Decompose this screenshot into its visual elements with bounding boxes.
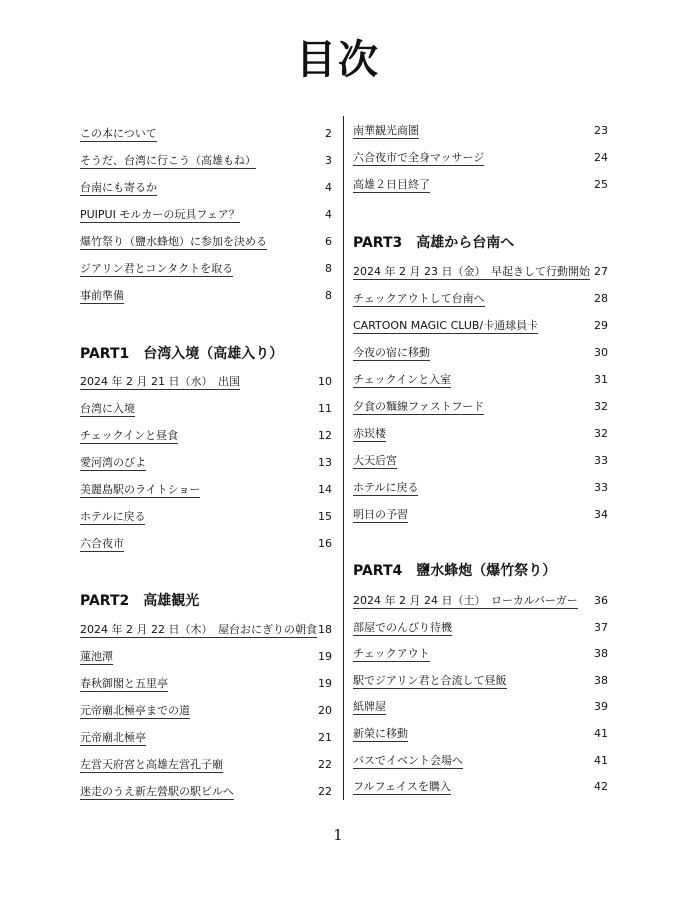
toc-entry-page-number: 2 xyxy=(325,127,332,140)
toc-entry-page-number: 37 xyxy=(594,620,608,634)
toc-entry-page-number: 22 xyxy=(318,758,332,771)
toc-entry-page-number: 32 xyxy=(594,427,608,440)
toc-entry-page-number: 6 xyxy=(325,235,332,248)
toc-entry[interactable] xyxy=(80,677,332,693)
toc-entry[interactable] xyxy=(80,235,332,251)
toc-entry-title-link[interactable]: 高雄２日目終了 xyxy=(353,178,430,191)
toc-entry-title-link[interactable]: 新榮に移動 xyxy=(353,727,408,740)
toc-entry[interactable] xyxy=(80,510,332,526)
toc-entry[interactable] xyxy=(353,594,608,610)
toc-entry-title-link[interactable]: 六合夜市で全身マッサージ xyxy=(353,151,485,164)
toc-entry[interactable] xyxy=(80,154,332,170)
toc-entry[interactable] xyxy=(353,508,608,524)
toc-entry-title-link[interactable]: チェックアウトして台南へ xyxy=(353,292,485,305)
toc-entry[interactable] xyxy=(353,754,608,770)
toc-entry-page-number: 19 xyxy=(318,650,332,663)
toc-entry-page-number: 25 xyxy=(594,178,608,191)
toc-entry[interactable] xyxy=(80,758,332,774)
toc-entry-title-link[interactable]: 迷走のうえ新左營駅の駅ビルへ xyxy=(80,785,234,798)
toc-entry-title-link[interactable]: バスでイベント会場へ xyxy=(353,753,463,767)
toc-entry-page-number: 4 xyxy=(325,208,332,221)
toc-entry-page-number: 30 xyxy=(594,346,608,359)
toc-entry-page-number: 14 xyxy=(318,483,332,496)
toc-entry-page-number: 28 xyxy=(594,292,608,305)
toc-entry-page-number: 38 xyxy=(594,647,608,661)
toc-entry[interactable] xyxy=(353,481,608,497)
toc-entry-title-link[interactable]: 爆竹祭り（鹽水蜂炮）に参加を決める xyxy=(80,235,267,248)
toc-entry-title-link[interactable]: この本について xyxy=(80,127,157,140)
toc-entry[interactable] xyxy=(80,402,332,418)
toc-entry[interactable] xyxy=(80,429,332,445)
toc-entry-title-link[interactable]: 愛河湾のびよ xyxy=(80,456,146,469)
toc-entry-title-link[interactable]: 大天后宮 xyxy=(353,454,397,467)
toc-entry-page-number: 16 xyxy=(318,537,332,550)
toc-entry[interactable] xyxy=(353,319,608,335)
toc-entry-title-link[interactable]: 事前準備 xyxy=(80,289,124,302)
toc-entry-title-link[interactable]: 春秋御閣と五里亭 xyxy=(80,677,168,690)
toc-entry[interactable] xyxy=(80,483,332,499)
toc-entry[interactable] xyxy=(353,427,608,443)
toc-entry-page-number: 42 xyxy=(594,780,608,794)
toc-entry[interactable] xyxy=(353,621,608,637)
column-divider xyxy=(343,116,344,800)
toc-entry[interactable] xyxy=(353,780,608,796)
toc-entry[interactable] xyxy=(353,124,608,140)
toc-entry[interactable] xyxy=(80,537,332,553)
toc-entry-page-number: 10 xyxy=(318,375,332,388)
toc-entry-page-number: 22 xyxy=(318,785,332,798)
toc-entry-title-link[interactable]: ジアリン君とコンタクトを取る xyxy=(80,262,234,275)
toc-entry[interactable] xyxy=(353,700,608,716)
toc-entry-title-link[interactable]: 部屋でのんびり待機 xyxy=(353,620,452,634)
page-title: 目次 xyxy=(296,37,380,83)
toc-entry-page-number: 32 xyxy=(594,400,608,413)
toc-entry-title-link[interactable]: 2024 年 2 月 22 日（木） 屋台おにぎりの朝食 xyxy=(80,623,317,636)
toc-entry-title-link[interactable]: ホテルに戻る xyxy=(80,510,146,523)
toc-entry[interactable] xyxy=(80,181,332,197)
toc-entry[interactable] xyxy=(80,127,332,143)
part2-heading: PART2 高雄観光 xyxy=(80,593,200,609)
toc-entry-page-number: 13 xyxy=(318,456,332,469)
toc-entry[interactable] xyxy=(80,785,332,801)
toc-entry-title-link[interactable]: 2024 年 2 月 24 日（土） ローカルバーガー xyxy=(353,594,578,607)
toc-entry[interactable] xyxy=(80,456,332,472)
toc-entry-title-link[interactable]: 紙牌屋 xyxy=(353,700,386,714)
toc-entry-page-number: 31 xyxy=(594,373,608,386)
toc-entry[interactable] xyxy=(353,727,608,743)
toc-entry-title-link[interactable]: フルフェイスを購入 xyxy=(353,780,451,794)
toc-entry-title-link[interactable]: 六合夜市 xyxy=(80,537,124,550)
toc-entry[interactable] xyxy=(80,289,332,305)
toc-entry-title-link[interactable]: 左営天府宮と高雄左営孔子廟 xyxy=(80,758,223,771)
toc-entry-title-link[interactable]: 夕食の麵線ファストフード xyxy=(353,400,485,413)
toc-entry-title-link[interactable]: 赤崁楼 xyxy=(353,427,386,440)
toc-entry-page-number: 8 xyxy=(325,289,332,302)
toc-entry[interactable] xyxy=(353,178,608,194)
toc-entry-title-link[interactable]: 美麗島駅のライトショー xyxy=(80,483,201,496)
page-number: 1 xyxy=(333,826,343,844)
toc-entry[interactable] xyxy=(353,647,608,663)
toc-entry-title-link[interactable]: PUIPUI モルカーの玩具フェア？ xyxy=(80,208,240,221)
toc-entry[interactable] xyxy=(80,650,332,666)
toc-entry-title-link[interactable]: 明日の予習 xyxy=(353,508,408,521)
toc-entry-title-link[interactable]: 元帝廟北極亭までの道 xyxy=(80,704,190,717)
toc-entry-page-number: 12 xyxy=(318,429,332,442)
toc-entry[interactable] xyxy=(353,265,608,281)
toc-entry-page-number: 34 xyxy=(594,508,608,521)
toc-entry-title-link[interactable]: チェックアウト xyxy=(353,647,430,661)
toc-entry[interactable] xyxy=(80,262,332,278)
toc-entry-title-link[interactable]: 駅でジアリン君と合流して昼飯 xyxy=(353,673,507,687)
toc-entry[interactable] xyxy=(353,373,608,389)
toc-entry[interactable] xyxy=(353,151,608,167)
toc-entry-page-number: 8 xyxy=(325,262,332,275)
toc-entry-page-number: 41 xyxy=(594,753,608,767)
toc-entry-page-number: 24 xyxy=(594,151,608,164)
toc-entry-page-number: 39 xyxy=(594,700,608,714)
toc-entry-title-link[interactable]: チェックインと昼食 xyxy=(80,429,179,442)
toc-entry-title-link[interactable]: チェックインと入室 xyxy=(353,373,452,386)
toc-entry-title-link[interactable]: 2024 年 2 月 21 日（水） 出国 xyxy=(80,375,240,388)
toc-entry[interactable] xyxy=(353,454,608,470)
part4-heading: PART4 鹽水蜂炮（爆竹祭り） xyxy=(353,563,557,579)
toc-entry-title-link[interactable]: 南華観光商圏 xyxy=(353,124,419,137)
toc-entry-page-number: 23 xyxy=(594,124,608,137)
toc-entry-page-number: 36 xyxy=(594,594,608,607)
toc-entry[interactable] xyxy=(353,400,608,416)
toc-entry-title-link[interactable]: 今夜の宿に移動 xyxy=(353,346,430,359)
toc-entry-page-number: 38 xyxy=(594,673,608,687)
toc-entry[interactable] xyxy=(80,704,332,720)
toc-entry[interactable] xyxy=(353,346,608,362)
toc-entry-page-number: 29 xyxy=(594,319,608,332)
toc-entry-page-number: 21 xyxy=(318,731,332,744)
part3-heading: PART3 高雄から台南へ xyxy=(353,235,515,251)
toc-entry-title-link[interactable]: 2024 年 2 月 23 日（金） 早起きして行動開始 xyxy=(353,265,590,278)
toc-entry[interactable] xyxy=(353,674,608,690)
toc-entry[interactable] xyxy=(353,292,608,308)
toc-entry-page-number: 19 xyxy=(318,677,332,690)
toc-entry-title-link[interactable]: 台湾に入境 xyxy=(80,402,135,415)
part1-heading: PART1 台湾入境（高雄入り） xyxy=(80,346,284,362)
toc-entry-page-number: 33 xyxy=(594,454,608,467)
toc-entry[interactable] xyxy=(80,208,332,224)
toc-entry-page-number: 4 xyxy=(325,181,332,194)
toc-entry[interactable] xyxy=(80,731,332,747)
toc-entry-title-link[interactable]: 蓮池潭 xyxy=(80,650,113,663)
toc-entry-page-number: 11 xyxy=(318,402,332,415)
toc-entry-page-number: 41 xyxy=(594,727,608,740)
toc-entry[interactable] xyxy=(80,623,332,639)
toc-entry-title-link[interactable]: 元帝廟北極亭 xyxy=(80,731,146,744)
toc-entry-title-link[interactable]: そうだ、台湾に行こう（高雄もね） xyxy=(80,154,256,167)
toc-entry-page-number: 20 xyxy=(318,704,332,717)
toc-entry-page-number: 33 xyxy=(594,481,608,494)
toc-entry-title-link[interactable]: ホテルに戻る xyxy=(353,481,419,494)
toc-entry-title-link[interactable]: CARTOON MAGIC CLUB/卡通球員卡 xyxy=(353,319,539,332)
toc-entry-page-number: 3 xyxy=(325,154,332,167)
toc-entry-page-number: 15 xyxy=(318,510,332,523)
toc-entry-page-number: 27 xyxy=(594,265,608,278)
toc-entry[interactable] xyxy=(80,375,332,391)
toc-entry-page-number: 18 xyxy=(318,623,332,636)
toc-entry-title-link[interactable]: 台南にも寄るか xyxy=(80,181,157,194)
